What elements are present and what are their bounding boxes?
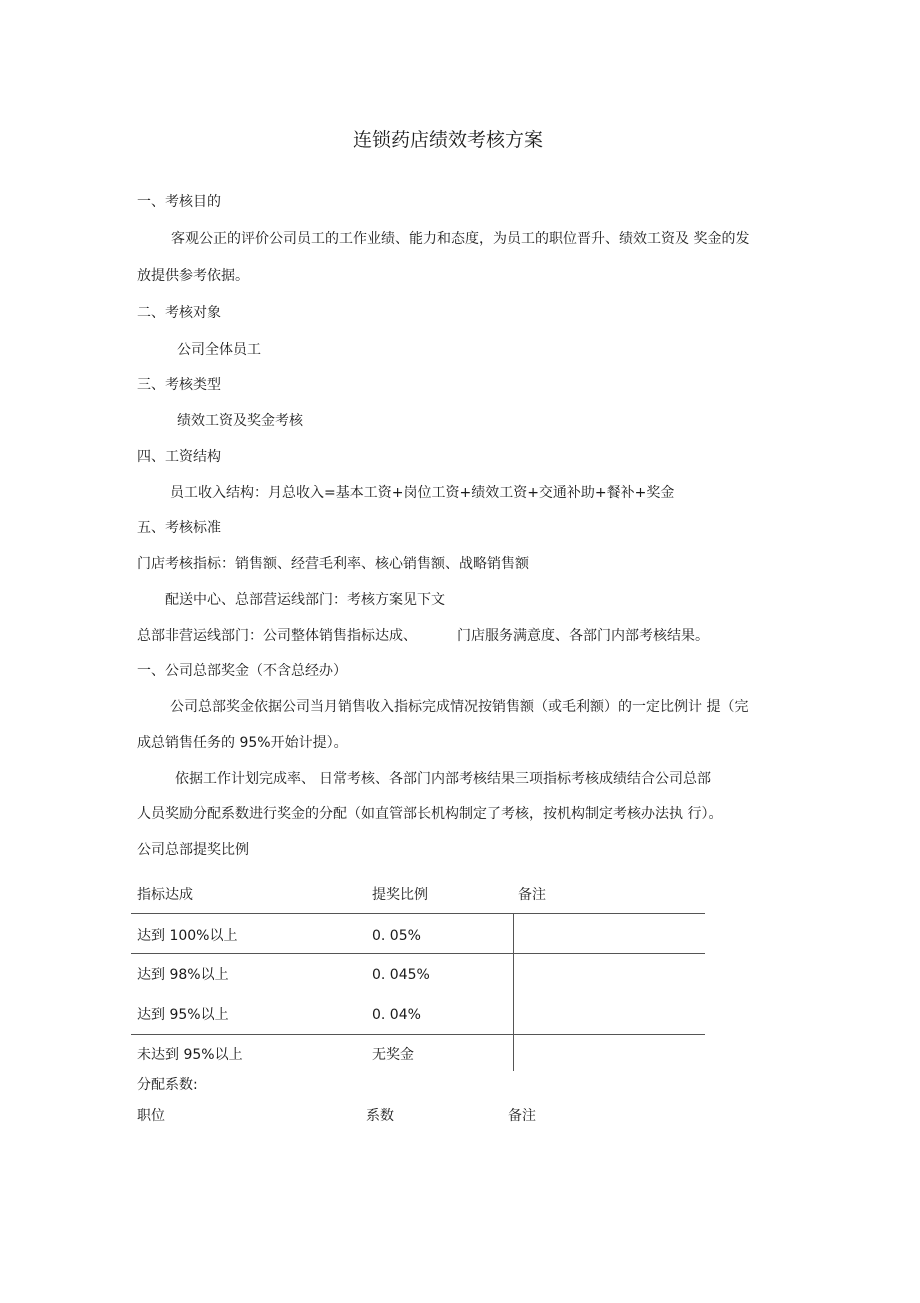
table-header-cell: 职位 bbox=[137, 1108, 165, 1124]
paragraph-line: 依据工作计划完成率、 bbox=[175, 771, 315, 787]
table-header-cell: 系数 bbox=[366, 1108, 394, 1124]
paragraph-line: 放提供参考依据。 bbox=[137, 268, 249, 284]
paragraph-line: 成总销售任务的 95%开始计提）。 bbox=[137, 735, 348, 751]
table-caption: 分配系数: bbox=[137, 1077, 198, 1093]
table-cell: 达到 95%以上 bbox=[137, 1007, 229, 1023]
section-heading: 四、工资结构 bbox=[137, 449, 221, 465]
table-header-cell: 提奖比例 bbox=[372, 887, 428, 903]
table-caption: 公司总部提奖比例 bbox=[137, 842, 249, 858]
table-column-rule bbox=[513, 913, 514, 1071]
page-title: 连锁药店绩效考核方案 bbox=[353, 129, 544, 151]
section-heading: 五、考核标准 bbox=[137, 520, 221, 536]
paragraph-line: 公司全体员工 bbox=[177, 342, 261, 358]
paragraph-line: 门店服务满意度、各部门内部考核结果。 bbox=[457, 628, 709, 644]
table-header-cell: 指标达成 bbox=[137, 887, 193, 903]
paragraph-line: 客观公正的评价公司员工的工作业绩、能力和态度，为员工的职位晋升、绩效工资及 奖金的发 bbox=[171, 231, 750, 247]
section-heading: 一、考核目的 bbox=[137, 194, 221, 210]
paragraph-line: 日常考核、各部门内部考核结果三项指标考核成绩结合公司总部 bbox=[319, 771, 711, 787]
table-cell: 未达到 95%以上 bbox=[137, 1047, 243, 1063]
table-cell: 0. 05% bbox=[372, 928, 421, 944]
table-cell: 0. 045% bbox=[372, 967, 430, 983]
table-cell: 0. 04% bbox=[372, 1007, 421, 1023]
paragraph-line: 绩效工资及奖金考核 bbox=[177, 413, 303, 429]
table-rule bbox=[131, 1034, 705, 1035]
paragraph-line: 员工收入结构：月总收入=基本工资+岗位工资+绩效工资+交通补助+餐补+奖金 bbox=[170, 485, 675, 501]
table-header-cell: 备注 bbox=[508, 1108, 536, 1124]
table-rule bbox=[131, 913, 705, 914]
table-rule bbox=[131, 953, 705, 954]
section-heading: 一、公司总部奖金（不含总经办） bbox=[137, 663, 347, 679]
section-heading: 三、考核类型 bbox=[137, 377, 221, 393]
table-cell: 无奖金 bbox=[372, 1047, 414, 1063]
paragraph-line: 门店考核指标：销售额、经营毛利率、核心销售额、战略销售额 bbox=[137, 556, 529, 572]
section-heading: 二、考核对象 bbox=[137, 305, 221, 321]
paragraph-line: 配送中心、总部营运线部门：考核方案见下文 bbox=[165, 592, 445, 608]
paragraph-line: 公司总部奖金依据公司当月销售收入指标完成情况按销售额（或毛利额）的一定比例计 提（完 bbox=[170, 699, 749, 715]
table-header-cell: 备注 bbox=[518, 887, 546, 903]
paragraph-line: 人员奖励分配系数进行奖金的分配（如直管部长机构制定了考核，按机构制定考核办法执 行）。 bbox=[137, 806, 723, 822]
table-cell: 达到 98%以上 bbox=[137, 967, 229, 983]
table-cell: 达到 100%以上 bbox=[137, 928, 238, 944]
paragraph-line: 总部非营运线部门：公司整体销售指标达成、 bbox=[137, 628, 417, 644]
